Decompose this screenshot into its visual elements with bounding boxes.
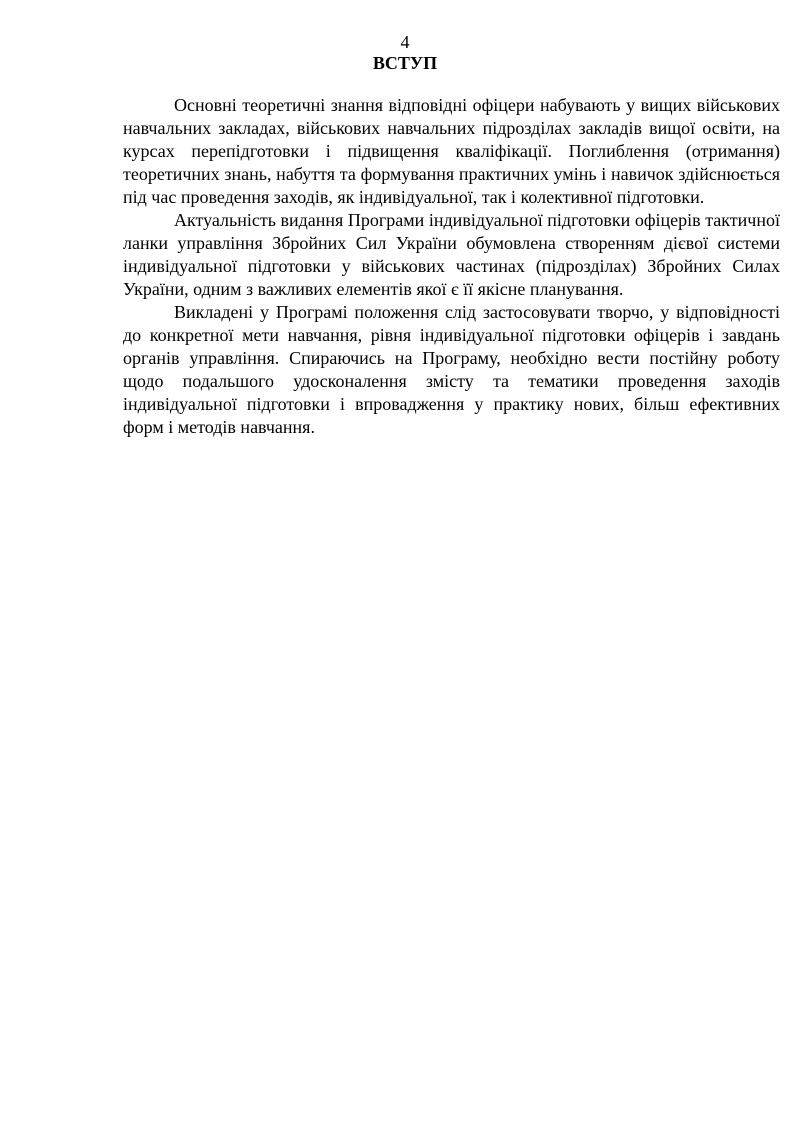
document-body [123,94,780,439]
paragraph-2: Актуальність видання Програми індивідуальної підготовки офіцерів тактичної ланки управління Збройних Сил України обумовлена створенням дієвої системи індивідуальної підготовки у військових частинах (підрозділах) Збройних Силах України, одним з важливих елементів якої є її якісне планування. [123,210,780,299]
paragraph-1: Основні теоретичні знання відповідні офіцери набувають у вищих військових навчальних закладах, військових навчальних підрозділах закладів вищої освіти, на курсах перепідготовки і підвищення кваліфікації. Поглиблення (отримання) теоретичних знань, набуття та формування практичних умінь і навичок здійснюється під час проведення заходів, як індивідуальної, так і колективної підготовки. [123,95,780,207]
paragraph-3: Викладені у Програмі положення слід застосовувати творчо, у відповідності до конкретної мети навчання, рівня індивідуальної підготовки офіцерів і завдань органів управління. Спираючись на Програму, необхідно вести постійну роботу щодо подальшого удосконалення змісту та тематики проведення заходів індивідуальної підготовки і впровадження у практику нових, більш ефективних форм і методів навчання. [123,302,780,437]
section-title: ВСТУП [372,53,438,73]
page-number: 4 [400,32,410,52]
